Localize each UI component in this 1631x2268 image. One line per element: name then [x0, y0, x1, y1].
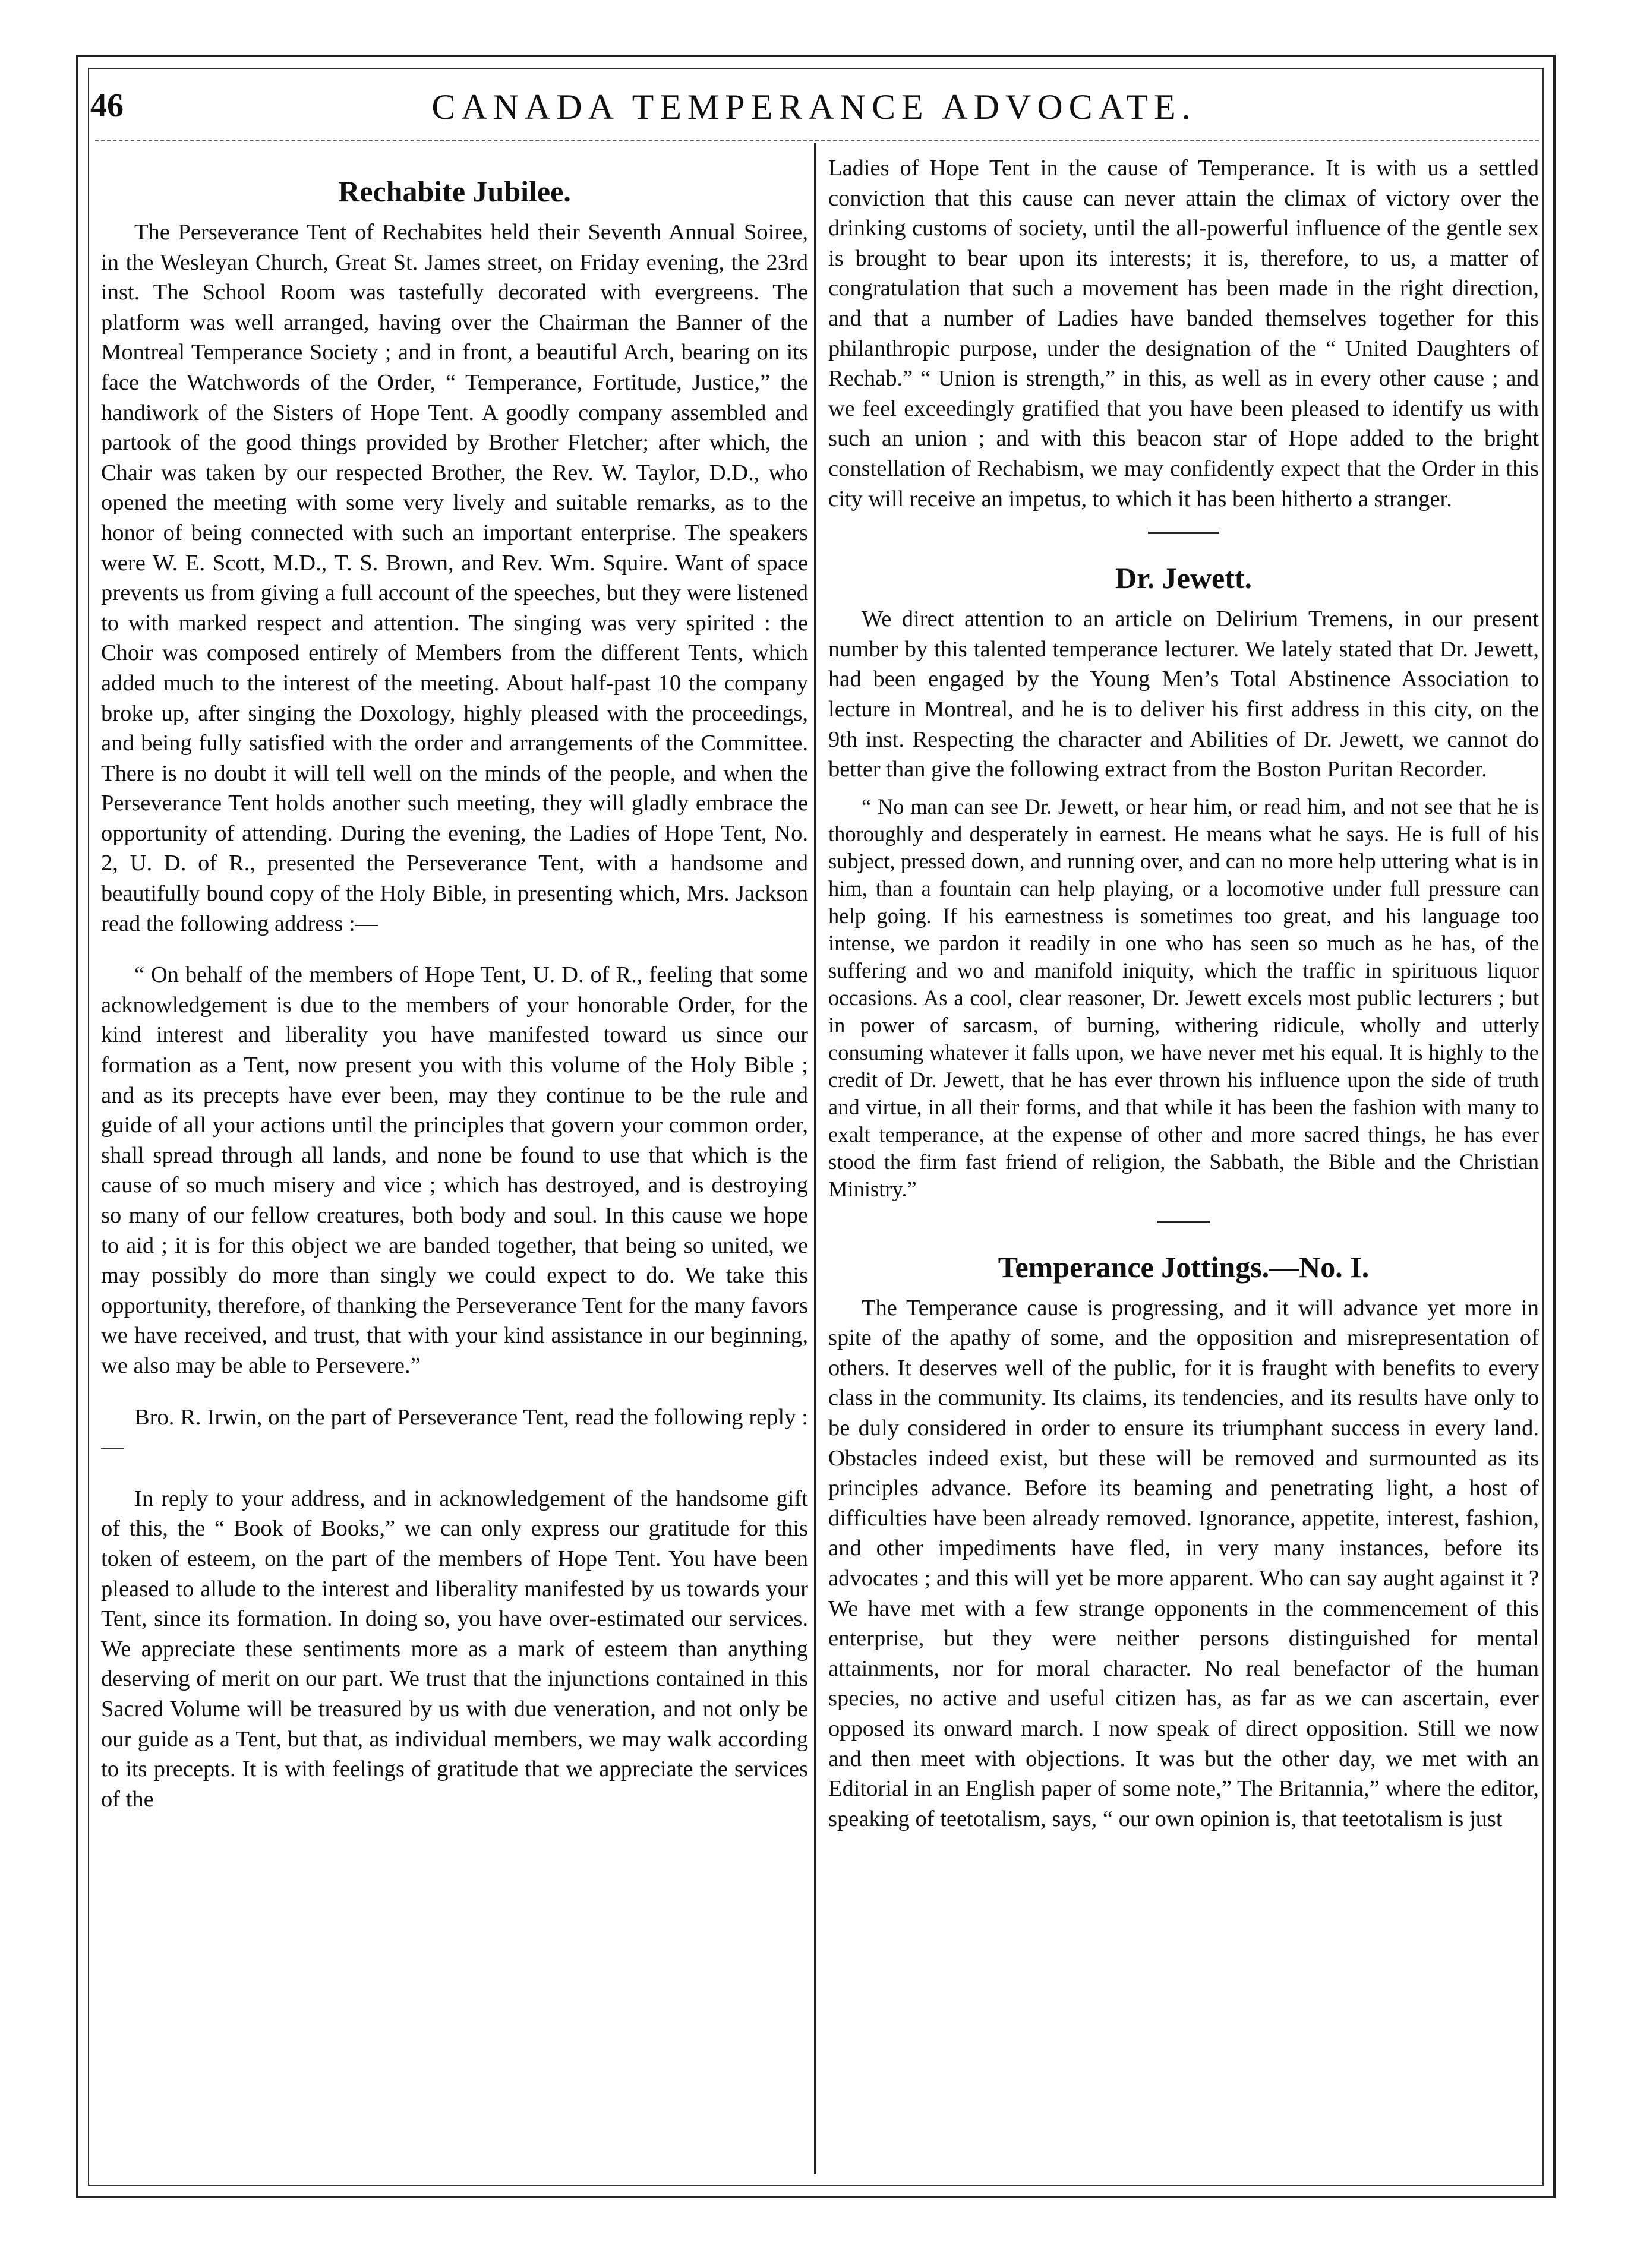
- article-title-dr-jewett: Dr. Jewett.: [1115, 561, 1252, 595]
- continued-paragraph: Ladies of Hope Tent in the cause of Temperance. It is with us a settled conviction that this cause can never attain the climax of victory over the drinking customs of society, until the all-powerful influence of the gentle sex is brought to bear upon its interests; it is, therefore, to us, a matter of congratulation that such a movement has been made in the right direction, and that a number of Ladies have banded themselves together for this philanthropic purpose, under the designation of the “ United Daughters of Rechab.” “ Union is strength,” in this, as well as in every other cause ; and we feel exceedingly gratified that you have been pleased to identify us with such an union ; and with this beacon star of Hope added to the bright constellation of Rechabism, we may confidently expect that the Order in this city will receive an impetus, to which it has been hitherto a stranger.: [828, 156, 1539, 511]
- article-paragraph: The Perseverance Tent of Rechabites held their Seventh Annual Soiree, in the Wesleyan Church, Great St. James street, on Friday evening, the 23rd inst. The School Room was tastefully decorated with evergreens. The platform was well arranged, having over the Chairman the Banner of the Montreal Temperance Society ; and in front, a beautiful Arch, bearing on its face the Watchwords of the Order, “ Temperance, Fortitude, Justice,” the handiwork of the Sisters of Hope Tent. A goodly company assembled and partook of the good things provided by Brother Fletcher; after which, the Chair was taken by our respected Brother, the Rev. W. Taylor, D.D., who opened the meeting with some very lively and suitable remarks, as to the honor of being connected with such an important enterprise. The speakers were W. E. Scott, M.D., T. S. Brown, and Rev. Wm. Squire. Want of space prevents us from giving a full account of the speeches, but they were listened to with marked respect and attention. The singing was very spirited : the Choir was composed entirely of Members from the different Tents, which added much to the interest of the meeting. About half-past 10 the company broke up, after singing the Doxology, highly pleased with the proceedings, and being fully satisfied with the order and arrangements of the Committee. There is no doubt it will tell well on the minds of the people, and when the Perseverance Tent holds another such meeting, they will gladly embrace the opportunity of attending. During the evening, the Ladies of Hope Tent, No. 2, U. D. of R., presented the Perseverance Tent, with a handsome and beautifully bound copy of the Holy Bible, in presenting which, Mrs. Jackson read the following address :—: [101, 220, 808, 936]
- reply-intro-paragraph: Bro. R. Irwin, on the part of Perseverance Tent, read the following reply :—: [101, 1404, 808, 1460]
- article-title-temperance-jottings: Temperance Jottings.—No. I.: [998, 1250, 1370, 1284]
- left-column: [101, 153, 808, 2185]
- right-column: [828, 153, 1539, 2185]
- page-number: 46: [90, 87, 124, 124]
- section-rule: [1157, 1221, 1210, 1223]
- quoted-extract: “ No man can see Dr. Jewett, or hear him, or read him, and not see that he is thoroughly and desperately in earnest. He means what he says. He is full of his subject, pressed down, and running over, and can no more help uttering what is in him, than a fountain can help playing, or a locomotive under full pressure can help going. If his earnestness is sometimes too great, and his language too intense, we pardon it readily in one who has seen so much as he has, of the suffering and wo and manifold iniquity, which the traffic in spirituous liquor occasions. As a cool, clear reasoner, Dr. Jewett excels most public lecturers ; but in power of sarcasm, of burning, withering ridicule, wholly and utterly consuming whatever it falls upon, we have never met his equal. It is highly to the credit of Dr. Jewett, that he has ever thrown his influence upon the side of truth and virtue, in all their forms, and that while it has been the fashion with many to exalt temperance, at the expense of other and more sacred things, he has ever stood the firm fast friend of religion, the Sabbath, the Bible and the Christian Ministry.”: [828, 794, 1539, 1201]
- page-header: [83, 80, 1545, 139]
- reply-paragraph: In reply to your address, and in acknowledgement of the handsome gift of this, the “ Book of Books,” we can only express our gratitude for this token of esteem, on the part of the members of Hope Tent. You have been pleased to allude to the interest and liberality manifested by us towards your Tent, since its formation. In doing so, you have over-estimated our services. We appreciate these sentiments more as a mark of esteem than anything deserving of merit on our part. We trust that the injunctions contained in this Sacred Volume will be treasured by us with due veneration, and not only be our guide as a Tent, but that, as individual members, we may walk according to its precepts. It is with feelings of gratitude that we appreciate the services of the: [101, 1486, 808, 1812]
- article-paragraph: We direct attention to an article on Delirium Tremens, in our present number by this talented temperance lecturer. We lately stated that Dr. Jewett, had been engaged by the Young Men’s Total Abstinence Association to lecture in Montreal, and he is to deliver his first address in this city, on the 9th inst. Respecting the character and Abilities of Dr. Jewett, we cannot do better than give the following extract from the Boston Puritan Recorder.: [828, 607, 1539, 782]
- header-rule: [95, 140, 1539, 141]
- article-paragraph: The Temperance cause is progressing, and it will advance yet more in spite of the apathy of some, and the opposition and misrepresentation of others. It deserves well of the public, for it is fraught with benefits to every class in the community. Its claims, its tendencies, and its results have only to be duly considered in order to ensure its triumphant success in every land. Obstacles indeed exist, but these will be removed and surmounted as its principles advance. Before its beaming and penetrating light, a host of difficulties have been already removed. Ignorance, appetite, interest, fashion, and other impediments have fled, in very many instances, before its advocates ; and this will yet be more apparent. Who can say aught against it ? We have met with a few strange opponents in the commencement of this enterprise, but they were neither persons distinguished for mental attainments, nor for moral character. No real benefactor of the human species, no active and useful citizen has, as far as we can ascertain, ever opposed its onward march. I now speak of direct opposition. Still we now and then meet with objections. It was but the other day, we met with an Editorial in an English paper of some note,” The Britannia,” where the editor, speaking of teetotalism, says, “ our own opinion is, that teetotalism is just: [828, 1295, 1539, 1831]
- article-title-rechabite-jubilee: Rechabite Jubilee.: [338, 175, 571, 208]
- running-title: CANADA TEMPERANCE ADVOCATE.: [431, 87, 1197, 127]
- column-divider: [814, 143, 816, 2174]
- address-paragraph: “ On behalf of the members of Hope Tent, U. D. of R., feeling that some acknowledgement is due to the members of your honorable Order, for the kind interest and liberality you have manifested toward us since our formation as a Tent, now present you with this volume of the Holy Bible ; and as its precepts have ever been, may they continue to be the rule and guide of all your actions until the principles that govern your common order, shall spread through all lands, and none be found to use that which is the cause of so much misery and vice ; which has destroyed, and is destroying so many of our fellow creatures, both body and soul. In this cause we hope to aid ; it is for this object we are banded together, that being so united, we may possibly do more than singly we could expect to do. We take this opportunity, therefore, of thanking the Perseverance Tent for the many favors we have received, and trust, that with your kind assistance in our beginning, we also may be able to Persevere.”: [101, 962, 808, 1378]
- section-rule: [1148, 532, 1219, 534]
